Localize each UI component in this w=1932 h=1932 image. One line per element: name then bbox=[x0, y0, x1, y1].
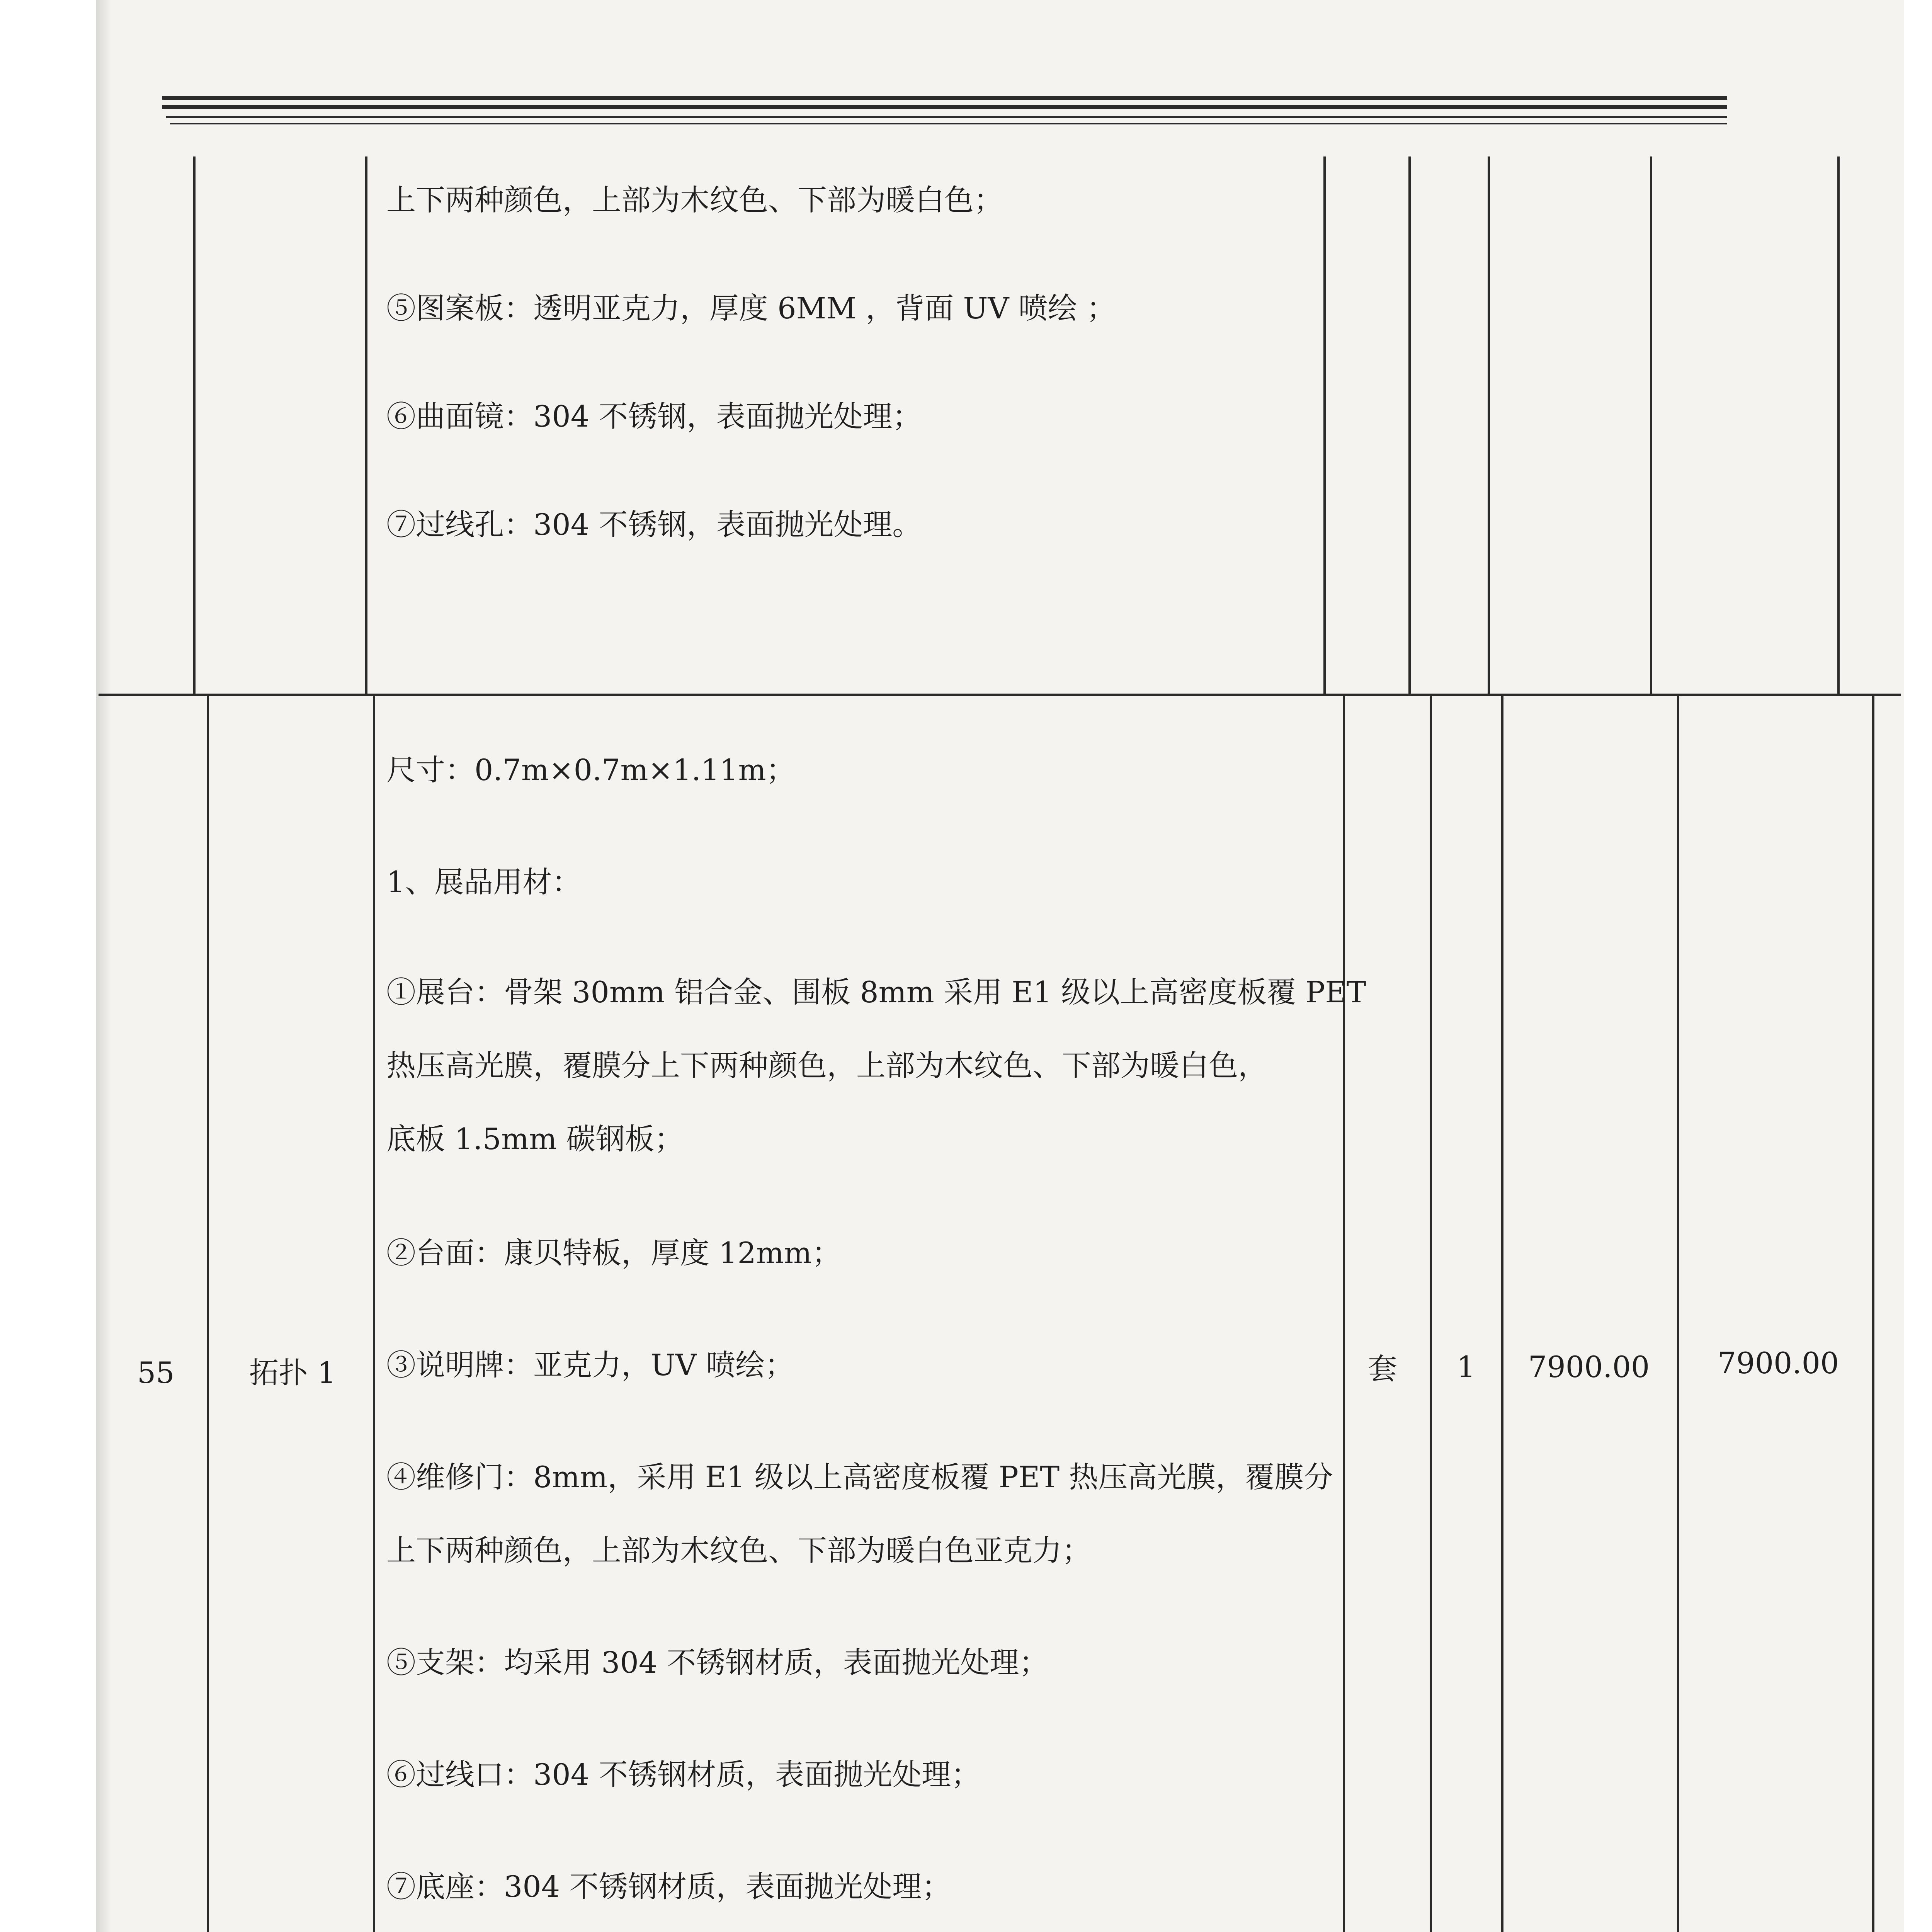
description-line: ④维修门：8mm，采用 E1 级以上高密度板覆 PET 热压高光膜，覆膜分 bbox=[386, 1460, 1333, 1494]
header-rule bbox=[170, 123, 1727, 124]
table-border bbox=[207, 694, 209, 1932]
table-border bbox=[1501, 694, 1503, 1932]
description-line: 热压高光膜，覆膜分上下两种颜色，上部为木纹色、下部为暖白色， bbox=[386, 1048, 1267, 1083]
table-border bbox=[365, 156, 367, 694]
table-border bbox=[1837, 156, 1840, 694]
quantity: 1 bbox=[1457, 1350, 1476, 1384]
header-rule bbox=[166, 116, 1727, 118]
description-line: ⑥曲面镜：304 不锈钢，表面抛光处理； bbox=[386, 399, 922, 434]
description-line: 1、展品用材： bbox=[386, 865, 582, 899]
description-line: ⑤图案板：透明亚克力，厚度 6MM ，背面 UV 喷绘 ； bbox=[386, 291, 1116, 325]
table-border bbox=[1323, 156, 1326, 694]
unit-price: 7900.00 bbox=[1528, 1350, 1650, 1384]
page-edge-shadow bbox=[96, 0, 111, 1932]
description-line: 上下两种颜色，上部为木纹色、下部为暖白色亚克力； bbox=[386, 1533, 1091, 1568]
row-index: 55 bbox=[137, 1355, 175, 1390]
table-border bbox=[1488, 156, 1490, 694]
table-border bbox=[1677, 694, 1679, 1932]
unit: 套 bbox=[1368, 1352, 1397, 1386]
table-border bbox=[1408, 156, 1411, 694]
header-rule bbox=[162, 96, 1727, 100]
header-rule bbox=[162, 105, 1727, 109]
description-line: ⑦过线孔：304 不锈钢，表面抛光处理。 bbox=[386, 507, 922, 542]
table-border bbox=[1872, 694, 1874, 1932]
description-line: ③说明牌：亚克力，UV 喷绘； bbox=[386, 1348, 794, 1382]
description-line: ⑦底座：304 不锈钢材质，表面抛光处理； bbox=[386, 1869, 951, 1904]
total-price: 7900.00 bbox=[1718, 1346, 1839, 1380]
description-line: 底板 1.5mm 碳钢板； bbox=[386, 1122, 684, 1156]
description-line: 尺寸：0.7m×0.7m×1.11m； bbox=[386, 753, 796, 787]
item-name: 拓扑 1 bbox=[249, 1355, 336, 1390]
table-border bbox=[1343, 694, 1345, 1932]
description-line: ②台面：康贝特板，厚度 12mm； bbox=[386, 1236, 841, 1270]
table-border bbox=[99, 694, 1901, 696]
description-line: ①展台：骨架 30mm 铝合金、围板 8mm 采用 E1 级以上高密度板覆 PET bbox=[386, 975, 1366, 1009]
table-border bbox=[1650, 156, 1652, 694]
description-line: ⑥过线口：304 不锈钢材质，表面抛光处理； bbox=[386, 1757, 981, 1792]
description-line: ⑤支架：均采用 304 不锈钢材质，表面抛光处理； bbox=[386, 1645, 1049, 1680]
table-border bbox=[1430, 694, 1432, 1932]
description-line: 上下两种颜色，上部为木纹色、下部为暖白色； bbox=[386, 183, 1003, 217]
table-border bbox=[373, 694, 375, 1932]
table-border bbox=[193, 156, 196, 694]
